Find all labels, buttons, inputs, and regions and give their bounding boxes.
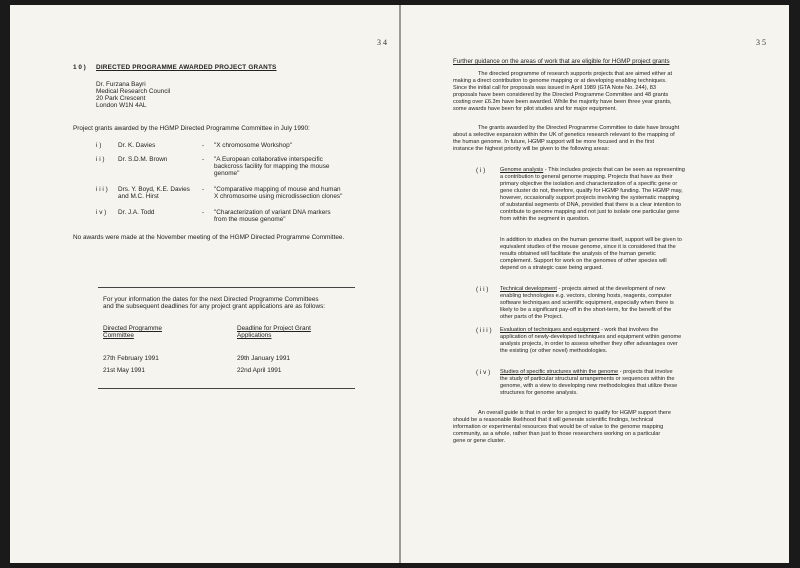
info-line: For your information the dates for the next Directed Programme Committees [103, 296, 319, 303]
grant-title: "Comparative mapping of mouse and human [214, 186, 341, 193]
area-line: application of newly-developed techniques and equipment within genome [500, 334, 682, 340]
grant-title: "X chromosome Workshop" [214, 142, 292, 149]
grant-title: genome" [214, 170, 240, 177]
grant-title: backcross facility for mapping the mouse [214, 163, 330, 170]
paragraph-line: community, as a whole, rather than just to those researchers working on a particular [453, 431, 661, 437]
area-number: ( i i ) [476, 286, 489, 293]
address-line: London W1N 4AL [96, 102, 147, 109]
divider-bottom [98, 388, 355, 389]
deadline-date: 29th January 1991 [237, 355, 290, 362]
grant-dash: - [202, 142, 205, 149]
area-line: other parts of the Project. [500, 314, 563, 320]
info-line: and the subsequent deadlines for any project grant applications are as follows: [103, 303, 326, 310]
area-line: contribute to genome mapping and not just to isolate one particular gene [500, 209, 680, 215]
paragraph-line: the human genome. In future, HGMP support will be more focused and in the first [453, 139, 655, 145]
paragraph-line: some awards have been for pilot studies and for major equipment. [453, 106, 617, 112]
grant-recipient: Dr. J.A. Todd [118, 209, 155, 216]
area-first-line: Evaluation of techniques and equipment - work that involves the [500, 327, 659, 333]
paragraph-line: about a selective expansion within the UK of genetics research relevant to the mapping of [453, 132, 675, 138]
guidance-heading: Further guidance on the areas of work that are eligible for HGMP project grants [453, 58, 670, 65]
grant-recipient: Drs. Y. Boyd, K.E. Davies [118, 186, 190, 193]
address-line: Dr. Furzana Bayri [96, 81, 146, 88]
deadline-date: 22nd April 1991 [237, 367, 282, 374]
grants-intro: Project grants awarded by the HGMP Directed Programme Committee in July 1990: [73, 125, 310, 132]
area-line: a contribution to general genome mapping. Projects that have as their [500, 174, 673, 180]
grant-dash: - [202, 209, 205, 216]
area-first-line: Genome analysis - This includes projects that can be seen as representing [500, 167, 685, 173]
grant-number: i v ) [96, 209, 107, 216]
area-number: ( i i i ) [476, 327, 492, 334]
col-header-committee: Committee [103, 332, 134, 339]
area-line: structures for genome analysis. [500, 390, 578, 396]
col-header-deadline: Deadline for Project Grant [237, 325, 311, 332]
area-number: ( i v ) [476, 369, 491, 376]
grant-recipient: Dr. S.D.M. Brown [118, 156, 168, 163]
paragraph-line: proposals have been considered by the Directed Programme Committee and 48 grants [453, 92, 669, 98]
paragraph-line: making a direct contribution to genome mapping or at developing enabling techniques. [453, 78, 667, 84]
area-line: software techniques and scientific equipment, especially when there is [500, 300, 674, 306]
address-line: Medical Research Council [96, 88, 171, 95]
grant-title: "A European collaborative interspecific [214, 156, 323, 163]
area-line: analysis projects, in order to assess whether they offer advantages over [500, 341, 678, 347]
area-line: primary objective the isolation and characterization of a specific gene or [500, 181, 678, 187]
address-line: 20 Park Crescent [96, 95, 146, 102]
grant-title: from the mouse genome" [214, 216, 286, 223]
paragraph-line: information or experimental resources that would be of value to the genome mapping [453, 424, 664, 430]
grant-title: X chromosome using microdissection clones" [214, 193, 343, 200]
no-awards-note: No awards were made at the November meeting of the HGMP Directed Programme Committee. [73, 234, 345, 241]
area-line: complement. Support for work on the genomes of other species will [500, 258, 667, 264]
area-first-line: Technical development - projects aimed at the development of new [500, 286, 666, 292]
paragraph-line: should be a reasonable likelihood that it will generate scientific findings, technical [453, 417, 654, 423]
area-line: genome, with a view to developing new methodologies that utilize these [500, 383, 678, 389]
grant-number: i ) [96, 142, 102, 149]
area-line: In addition to studies on the human genome itself, support will be given to [500, 237, 682, 243]
grant-dash: - [202, 156, 205, 163]
area-line: depend on a strategic case being argued. [500, 265, 603, 271]
left-page-number: 3 4 [377, 38, 387, 47]
area-line: results obtained will facilitate the analysis of the human genetic [500, 251, 656, 257]
area-first-line: Studies of specific structures within the genome - projects that involve [500, 369, 673, 375]
right-page-number: 3 5 [756, 38, 766, 47]
area-line: likely to be a significant pay-off in the short-term, for the benefit of the [500, 307, 672, 313]
committee-date: 21st May 1991 [103, 367, 145, 374]
area-line: gene cluster do not, therefore, qualify for HGMP funding. The HGMP may, [500, 188, 683, 194]
paragraph-line: The grants awarded by the Directed Programme Committee to date have brought [478, 125, 680, 131]
col-header-deadline: Applications [237, 332, 272, 339]
section-number: 1 0 ) [73, 64, 86, 71]
area-number: ( i ) [476, 167, 486, 174]
paragraph-line: instance the highest priority will be given to the following areas: [453, 146, 610, 152]
left-page [10, 5, 399, 563]
area-line: from within the segment in question. [500, 216, 590, 222]
area-line: the existing (or other novel) methodologies. [500, 348, 608, 354]
col-header-committee: Directed Programme [103, 325, 162, 332]
area-line: however, occasionally support projects involving the systematic mapping [500, 195, 680, 201]
paragraph-line: costing over £6.3m have been awarded. While the majority have been three year grants, [453, 99, 672, 105]
grant-recipient: and M.C. Hirst [118, 193, 159, 200]
grant-number: i i ) [96, 156, 105, 163]
grant-recipient: Dr. K. Davies [118, 142, 156, 149]
paragraph-line: An overall guide is that in order for a project to qualify for HGMP support there [478, 410, 671, 416]
area-line: enabling technologies e.g. vectors, cloning hosts, reagents, computer [500, 293, 672, 299]
grant-title: "Characterization of variant DNA markers [214, 209, 331, 216]
section-title: DIRECTED PROGRAMME AWARDED PROJECT GRANTS [96, 64, 277, 71]
paragraph-line: Since the initial call for proposals was issued in April 1989 (GTA Note No. 244), 83 [453, 85, 656, 91]
area-line: of substantial segments of DNA, provided that there is a clear intention to [500, 202, 681, 208]
grant-dash: - [202, 186, 205, 193]
committee-date: 27th February 1991 [103, 355, 159, 362]
area-line: the study of particular structural arrangements or sequences within the [500, 376, 675, 382]
paragraph-line: The directed programme of research supports projects that are aimed either at [478, 71, 673, 77]
grant-number: i i i ) [96, 186, 108, 193]
area-line: equivalent studies of the mouse genome, since it is considered that the [500, 244, 676, 250]
divider-top [98, 287, 355, 288]
paragraph-line: gene or gene cluster. [453, 438, 506, 444]
